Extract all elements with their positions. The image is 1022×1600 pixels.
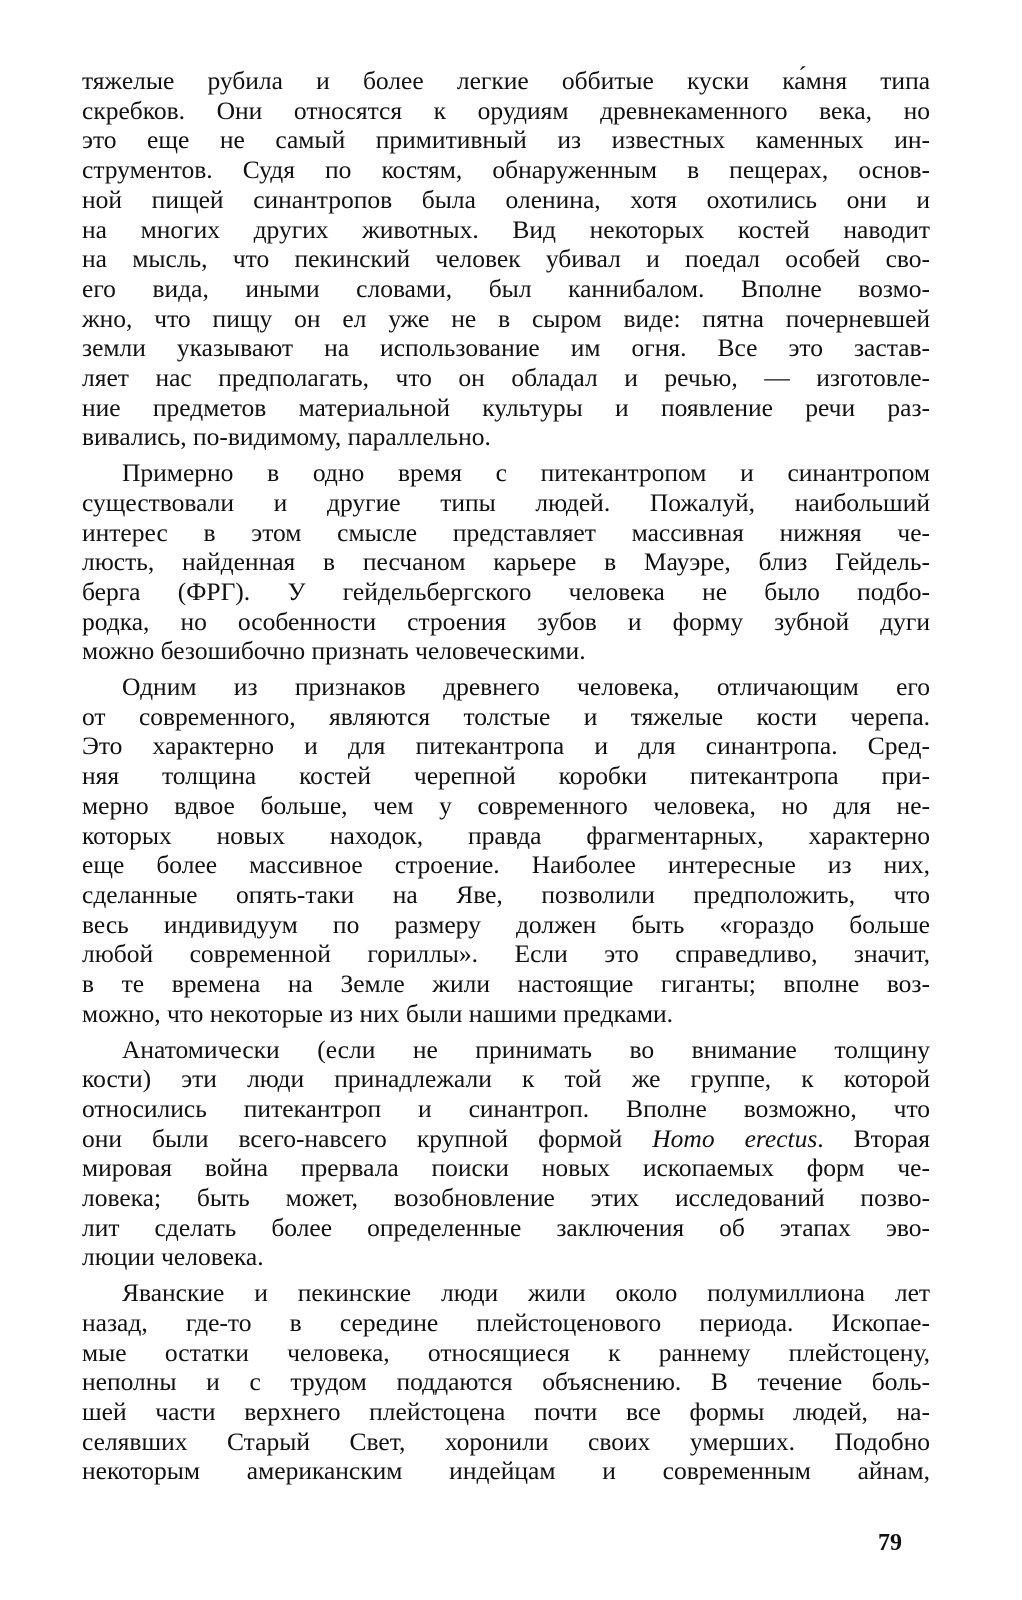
paragraph-4 <box>82 1035 930 1273</box>
text-line: мировая война прервала поиски новых ископаемых форм че- <box>82 1153 930 1183</box>
text-line: жно, что пищу он ел уже не в сыром виде: пятна почерневшей <box>82 303 931 333</box>
text-line: это еще не самый примитивный из известных каменных ин- <box>82 125 930 155</box>
text-line: Яванские и пекинские люди жили около полумиллиона лет <box>122 1278 931 1308</box>
text-line: Одним из признаков древнего человека, отличающим его <box>122 672 930 702</box>
text-line-with-term <box>82 1124 930 1154</box>
text-line: струментов. Судя по костям, обнаруженным в пещерах, основ- <box>82 155 930 185</box>
text-line: шей части верхнего плейстоцена почти все формы людей, на- <box>82 1396 930 1426</box>
paragraph-5 <box>82 1278 930 1486</box>
text-line: ние предметов материальной культуры и появление речи раз- <box>82 392 931 422</box>
text-line: скребков. Они относятся к орудиям древнекаменного века, но <box>82 95 931 125</box>
text-line: земли указывают на использование им огня. Все это застав- <box>82 333 930 363</box>
text-line: вивались, по-видимому, параллельно. <box>82 422 491 452</box>
text-line: интерес в этом смысле представляет массивная нижняя че- <box>82 517 931 547</box>
text-line: от современного, являются толстые и тяжелые кости черепа. <box>82 701 931 731</box>
text-line: берга (ФРГ). У гейдельбергского человека не было подбо- <box>82 576 931 606</box>
text-line: сделанные опять-таки на Яве, позволили предположить, что <box>82 879 930 909</box>
text-line: люции человека. <box>82 1242 264 1272</box>
text-line: ляет нас предполагать, что он обладал и речью, — изготовле- <box>82 363 931 393</box>
text-line: которых новых находок, правда фрагментарных, характерно <box>82 820 931 850</box>
text-line: еще более массивное строение. Наиболее интересные из них, <box>82 850 930 880</box>
text-line: назад, где-то в середине плейстоценового периода. Ископае- <box>82 1307 930 1337</box>
text-line: селявших Старый Свет, хоронили своих умерших. Подобно <box>82 1426 930 1456</box>
text-line: ловека; быть может, возобновление этих исследований позво- <box>82 1183 931 1213</box>
text-line: Это характерно и для питекантропа и для синантропа. Сред- <box>82 731 930 761</box>
text-line: любой современной гориллы». Если это справедливо, значит, <box>82 939 930 969</box>
paragraph-2 <box>82 458 930 666</box>
text-line: неполны и с трудом поддаются объяснению. В течение боль- <box>82 1367 931 1397</box>
text-line: на многих других животных. Вид некоторых костей наводит <box>82 214 930 244</box>
text-line: Примерно в одно время с питекантропом и синантропом <box>122 458 931 488</box>
text-line: относились питекантроп и синантроп. Вполне возможно, что <box>82 1093 930 1123</box>
text-line: на мысль, что пекинский человек убивал и поедал особей сво- <box>82 244 930 274</box>
paragraph-1 <box>82 66 930 452</box>
text-line: ной пищей синантропов была оленина, хотя охотились они и <box>82 184 930 214</box>
text-fragment: они были всего-навсего крупной формой <box>82 1123 653 1153</box>
species-term: Homo erectus <box>652 1123 818 1153</box>
text-line: его вида, иными словами, был каннибалом. Вполне возмо- <box>82 273 930 303</box>
text-line: люсть, найденная в песчаном карьере в Мауэре, близ Гейдель- <box>82 547 930 577</box>
text-line: тяжелые рубила и более легкие оббитые куски ка́мня типа <box>82 66 931 95</box>
text-line: можно, что некоторые из них были нашими предками. <box>82 998 673 1028</box>
text-line: кости) эти люди принадлежали к той же группе, к которой <box>82 1064 931 1094</box>
text-line: Анатомически (если не принимать во внимание толщину <box>122 1034 930 1064</box>
text-line: мые остатки человека, относящиеся к раннему плейстоцену, <box>82 1337 931 1367</box>
text-line: весь индивидуум по размеру должен быть «гораздо больше <box>82 909 931 939</box>
text-line: некоторым американским индейцам и современным айнам, <box>82 1456 931 1486</box>
text-line: родка, но особенности строения зубов и форму зубной дуги <box>82 606 930 636</box>
paragraph-3 <box>82 672 930 1028</box>
text-line: можно безошибочно признать человеческими. <box>82 636 586 666</box>
text-line: лит сделать более определенные заключения об этапах эво- <box>82 1212 930 1242</box>
text-fragment: . Вторая <box>817 1123 931 1153</box>
page-number: 79 <box>878 1530 902 1556</box>
page-body <box>82 66 930 1492</box>
text-line: няя толщина костей черепной коробки питекантропа при- <box>82 761 931 791</box>
text-line: мерно вдвое больше, чем у современного человека, но для не- <box>82 790 931 820</box>
text-line: в те времена на Земле жили настоящие гиганты; вполне воз- <box>82 969 930 999</box>
text-line: существовали и другие типы людей. Пожалуй, наибольший <box>82 487 930 517</box>
